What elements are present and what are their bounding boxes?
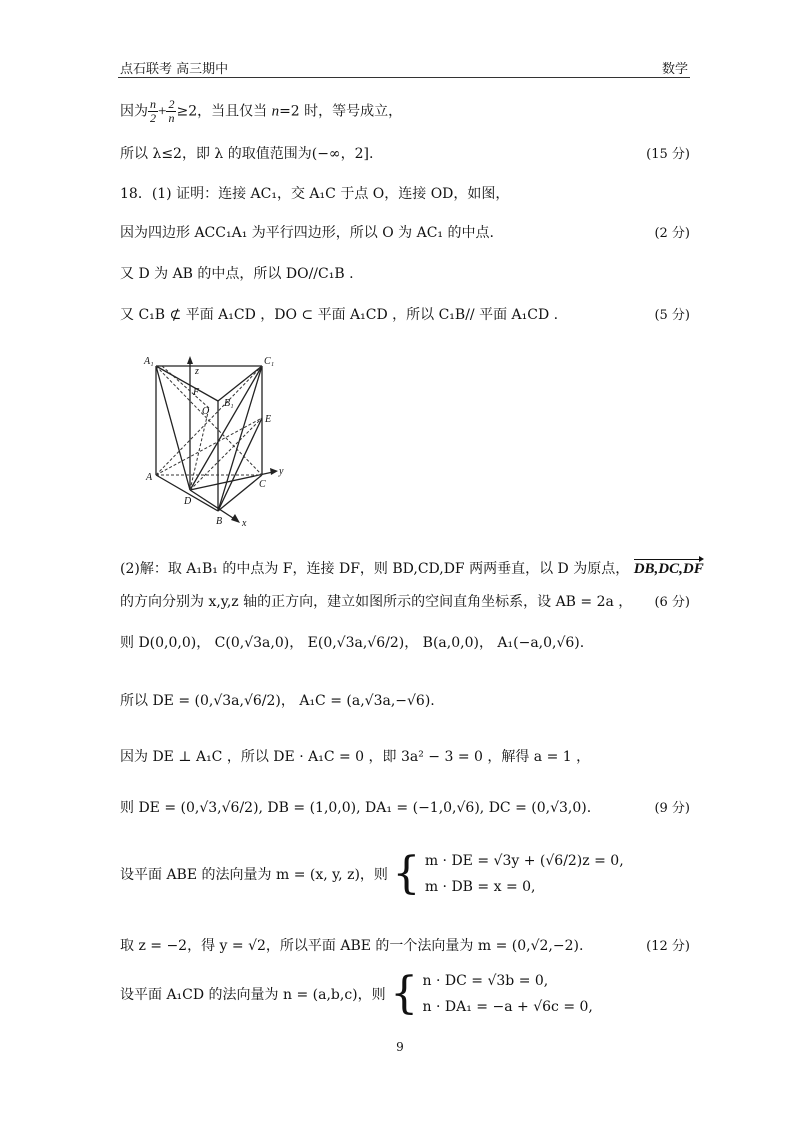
score: (6 分) <box>654 595 690 610</box>
label-F: F <box>193 387 200 398</box>
text: 的方向分别为 x,y,z 轴的正方向，建立如图所示的空间直角坐标系，设 AB = 2a ， <box>120 594 633 610</box>
text: 所以 λ≤2，即 λ 的取值范围为(−∞，2]. <box>120 146 374 162</box>
line-6 <box>120 304 690 324</box>
line-3 <box>120 183 690 203</box>
line-9 <box>120 632 690 652</box>
text: ≥2，当且仅当 <box>176 103 272 120</box>
page-header <box>118 55 690 78</box>
label-C: C <box>259 479 266 490</box>
equation: m · DB = x = 0, <box>424 879 536 895</box>
text: 18．(1) 证明：连接 AC₁，交 A₁C 于点 O，连接 OD，如图， <box>120 186 510 202</box>
equation-system-m <box>425 848 624 900</box>
score: (15 分) <box>646 147 690 162</box>
label-O: O <box>202 406 210 417</box>
line-1: 因为 $\frac{n}{2}$ + $\frac{2}{n}$ ≥2，当且仅当 n=2 时，等号成立， <box>120 97 403 125</box>
score: (9 分) <box>654 801 690 816</box>
prism-figure <box>140 348 290 534</box>
text: 因为 <box>120 103 148 120</box>
line-2 <box>120 143 690 163</box>
label-D: D <box>184 496 192 507</box>
line-8 <box>120 591 690 611</box>
vectors: DB,DC,DF <box>633 561 704 577</box>
line-7 <box>120 558 704 578</box>
text: =2 时，等号成立， <box>279 103 403 120</box>
text: 又 C₁B ⊄ 平面 A₁CD ，DO ⊂ 平面 A₁CD ，所以 C₁B// 平面 A₁CD . <box>120 307 559 323</box>
line-11 <box>120 746 690 766</box>
text: 设平面 A₁CD 的法向量为 n = (a,b,c)，则 <box>120 987 386 1003</box>
text: 因为四边形 ACC₁A₁ 为平行四边形，所以 O 为 AC₁ 的中点. <box>120 225 494 241</box>
label-B: B <box>216 516 223 527</box>
left-brace: { <box>390 968 419 1019</box>
text: 则 D(0,0,0)， C(0,√3a,0)， E(0,√3a,√6/2)， B(a,0,0)， A₁(−a,0,√6). <box>120 635 585 651</box>
label-x: x <box>242 518 247 529</box>
label-C1: C₁ <box>264 356 275 367</box>
label-A1: A₁ <box>144 356 154 367</box>
left-brace: { <box>392 848 421 899</box>
prism-diagram <box>140 348 290 534</box>
text: 又 D 为 AB 的中点，所以 DO//C₁B . <box>120 266 354 282</box>
score: (5 分) <box>654 308 690 323</box>
line-4 <box>120 222 690 242</box>
line-13 <box>120 848 690 900</box>
text: 则 DE = (0,√3,√6/2), DB = (1,0,0), DA₁ = (−1,0,√6), DC = (0,√3,0). <box>120 800 592 816</box>
equation: m · DE = √3y + (√6/2)z = 0, <box>424 853 624 869</box>
fraction-2-n: $\frac{2}{n}$ <box>168 97 175 125</box>
equation: n · DC = √3b = 0, <box>422 973 549 989</box>
text: n <box>271 103 280 120</box>
fraction-n-2: $\frac{n}{2}$ <box>150 97 156 125</box>
text: 因为 DE ⊥ A₁C ，所以 DE · A₁C = 0 ，即 3a² − 3 = 0 ，解得 a = 1 ， <box>120 749 591 765</box>
score: (2 分) <box>654 226 690 241</box>
page-number: 9 <box>396 1040 404 1054</box>
label-E: E <box>265 414 272 425</box>
line-15 <box>120 968 690 1020</box>
label-A: A <box>146 472 153 483</box>
text: 设平面 ABE 的法向量为 m = (x, y, z)，则 <box>120 867 388 883</box>
score: (12 分) <box>646 939 690 954</box>
line-14 <box>120 935 690 955</box>
label-z: z <box>195 366 199 377</box>
line-5 <box>120 263 690 283</box>
line-10 <box>120 690 690 710</box>
equation: n · DA₁ = −a + √6c = 0, <box>422 999 593 1015</box>
header-subject: 数学 <box>661 62 688 77</box>
text: 所以 DE = (0,√3a,√6/2)， A₁C = (a,√3a,−√6). <box>120 693 435 709</box>
text: (2)解：取 A₁B₁ 的中点为 F，连接 DF，则 BD,CD,DF 两两垂直，以 D 为原点， <box>120 561 630 577</box>
header-left: 点石联考 高三期中 <box>120 62 229 77</box>
equation-system-n <box>423 968 593 1020</box>
label-y: y <box>279 466 284 477</box>
label-B1: B₁ <box>224 398 234 409</box>
text: 取 z = −2，得 y = √2，所以平面 ABE 的一个法向量为 m = (0,√2,−2). <box>120 938 584 954</box>
line-12 <box>120 797 690 817</box>
